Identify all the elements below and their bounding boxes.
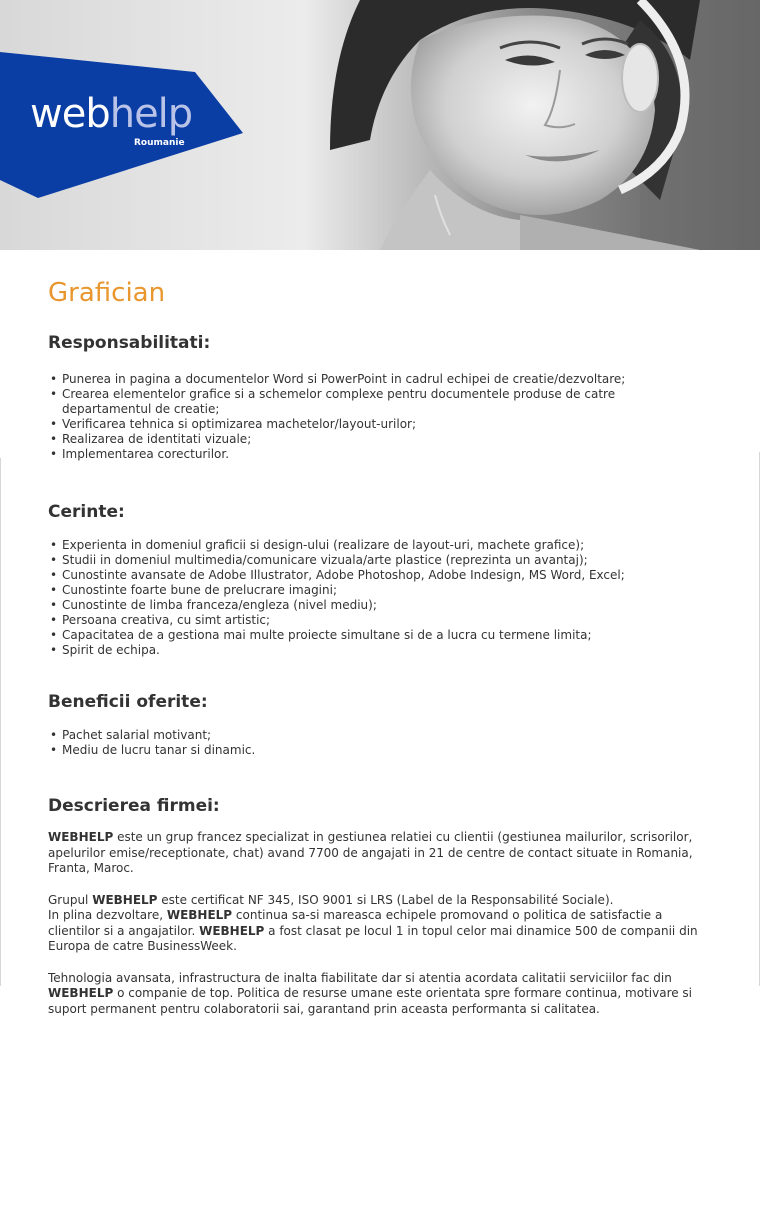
company-name: WEBHELP	[48, 830, 114, 844]
company-name: WEBHELP	[166, 908, 233, 922]
list-responsabilitati	[48, 372, 708, 462]
list-item: • Pachet salarial motivant;	[48, 728, 708, 743]
list-item: • Experienta in domeniul graficii si design-ului (realizare de layout-uri, machete grafice);	[48, 538, 708, 553]
p2-text-c: In plina dezvoltare,	[48, 908, 167, 922]
header-banner	[0, 0, 760, 250]
p2-text-d: continua sa-si mareasca echipele promovand o politica de satisfactie a clientilor si a angajatilor.	[48, 908, 663, 938]
p2-text-e: a fost clasat pe locul 1 in topul celor mai dinamice 500 de companii din Europa de catre BusinessWeek.	[48, 923, 698, 953]
job-posting	[48, 270, 708, 1017]
p2-text-a: Grupul	[48, 892, 93, 907]
list-beneficii	[48, 728, 708, 758]
p2-text-b: este certificat NF 345, ISO 9001 si LRS (Label de la Responsabilité Sociale).	[157, 892, 614, 907]
company-description-p1	[48, 830, 708, 877]
list-item: • Mediu de lucru tanar si dinamic.	[48, 743, 708, 758]
list-item: • Cunostinte avansate de Adobe Illustrator, Adobe Photoshop, Adobe Indesign, MS Word, Excel;	[48, 568, 708, 583]
list-item: • Studii in domeniul multimedia/comunicare vizuala/arte plastice (reprezinta un avantaj);	[48, 553, 708, 568]
company-name: WEBHELP	[92, 892, 158, 907]
company-name: WEBHELP	[199, 923, 265, 938]
webhelp-logo[interactable]	[30, 92, 192, 136]
job-title: Grafician	[48, 278, 166, 308]
p1-text: este un grup francez specializat in gestiunea relatiei cu clientii (gestiunea mailurilor, scrisorilor, apelurilor emise/receptionate, chat) avand 7700 de angajati in 21 de centre de contact situate in Romania, Franta, Maroc.	[48, 830, 693, 875]
company-name: WEBHELP	[48, 986, 114, 1000]
logo-web: web	[30, 91, 110, 137]
left-border-line	[0, 458, 1, 986]
list-item: • Cunostinte foarte bune de prelucrare imagini;	[48, 583, 708, 598]
p3-text-a: Tehnologia avansata, infrastructura de inalta fiabilitate dar si atentia acordata calitatii serviciilor fac din	[48, 970, 672, 985]
list-item: • Crearea elementelor grafice si a schemelor complexe pentru documentele produse de catre departamentul de creatie;	[48, 387, 708, 417]
list-item: • Capacitatea de a gestiona mai multe proiecte simultane si de a lucra cu termene limita;	[48, 628, 708, 643]
list-item: • Verificarea tehnica si optimizarea machetelor/layout-urilor;	[48, 417, 708, 432]
list-item: • Cunostinte de limba franceza/engleza (nivel mediu);	[48, 598, 708, 613]
heading-responsabilitati: Responsabilitati:	[48, 333, 211, 353]
logo-country: Roumanie	[134, 138, 185, 148]
list-item: • Realizarea de identitati vizuale;	[48, 432, 708, 447]
list-item: • Spirit de echipa.	[48, 643, 708, 658]
heading-descriere: Descrierea firmei:	[48, 796, 220, 816]
company-description-p3	[48, 971, 708, 1018]
p3-text-b: o companie de top. Politica de resurse umane este orientata spre formare continua, motivare si suport permanent pentru colaboratorii sai, garantand prin aceasta performanta si calitatea.	[48, 986, 693, 1016]
heading-beneficii: Beneficii oferite:	[48, 692, 208, 712]
list-cerinte	[48, 538, 708, 658]
list-item: • Persoana creativa, cu simt artistic;	[48, 613, 708, 628]
company-description-p2	[48, 893, 708, 955]
logo-help: help	[109, 91, 193, 137]
list-item: • Implementarea corecturilor.	[48, 447, 708, 462]
heading-cerinte: Cerinte:	[48, 502, 125, 522]
list-item: • Punerea in pagina a documentelor Word si PowerPoint in cadrul echipei de creatie/dezvoltare;	[48, 372, 708, 387]
